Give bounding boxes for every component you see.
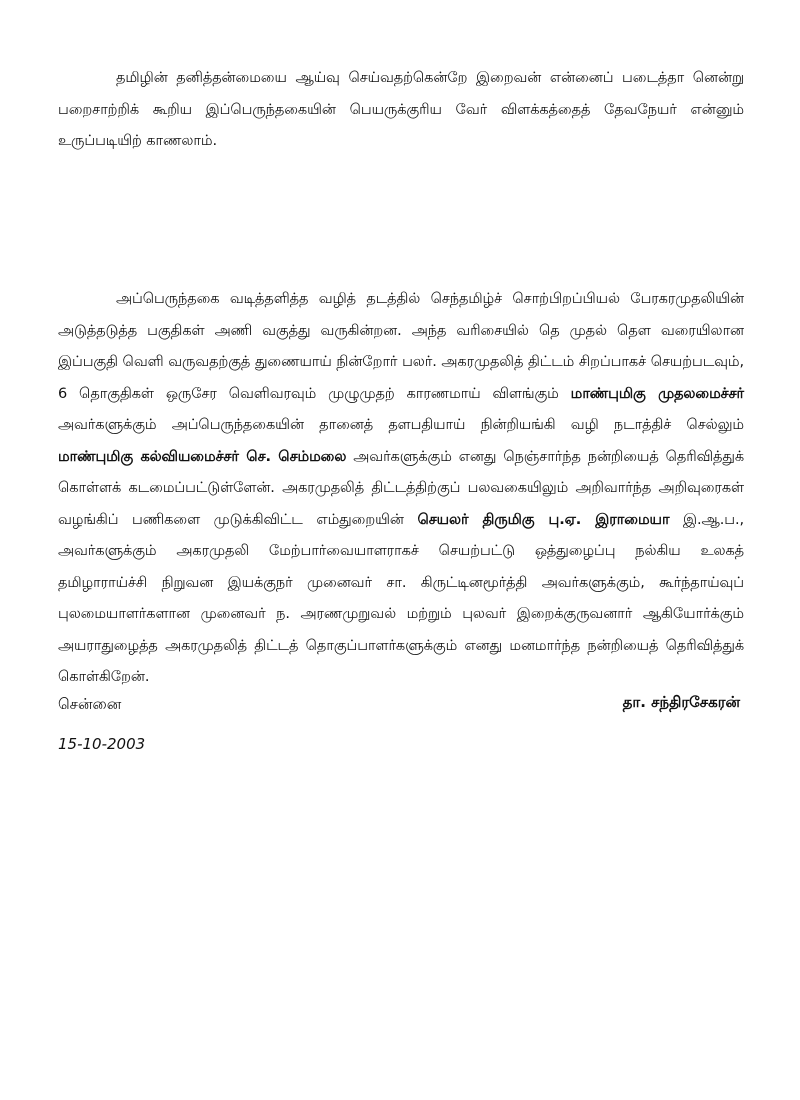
- chief-minister-title: மாண்புமிகு முதலமைச்சர்: [570, 385, 744, 402]
- signature-name: தா. சந்திரசேகரன்: [622, 693, 740, 711]
- secretary-name: செயலர் திருமிகு பு.ஏ. இராமையா: [417, 511, 670, 528]
- education-minister-name: மாண்புமிகு கல்வியமைச்சர் செ. செம்மலை: [58, 448, 347, 465]
- paragraph-origin: தமிழின் தனித்தன்மையை ஆய்வு செய்வதற்கென்றே இறைவன் என்னைப் படைத்தா னென்று பறைசாற்றிக் கூறிய இப்பெருந்தகையின் பெயருக்குரிய வேர் விளக்கத்தைத் தேவநேயர் என்னும் உருப்படியிற் காணலாம்.: [58, 70, 744, 149]
- ack-text-4: இ.ஆ.ப., அவர்களுக்கும் அகரமுதலி மேற்பார்வையாளராகச் செயற்பட்டு ஒத்துழைப்பு நல்கிய உலகத் தமிழாராய்ச்சி நிறுவன இயக்குநர் முனைவர் சா. கிருட்டினமூர்த்தி அவர்களுக்கும், கூர்ந்தாய்வுப் புலமையாளர்களான முனைவர் ந. அரணமுறுவல் மற்றும் புலவர் இறைக்குருவனார் ஆகியோர்க்கும் அயராதுழைத்த அகரமுதலித் திட்டத் தொகுப்பாளர்களுக்கும் எனது மனமார்ந்த நன்றியைத் தெரிவித்துக் கொள்கிறேன்.: [58, 511, 745, 685]
- paragraph-acknowledgements: [58, 284, 744, 694]
- ack-text-3: அவர்களுக்கும் எனது நெஞ்சார்ந்த நன்றியைத் தெரிவித்துக் கொள்ளக் கடமைப்பட்டுள்ளேன். அகரமுதலித் திட்டத்திற்குப் பலவகையிலும் அறிவார்ந்த அறிவுரைகள் வழங்கிப் பணிகளை முடுக்கிவிட்ட எம்துறையின்: [58, 448, 745, 528]
- date-label: 15-10-2003: [58, 735, 146, 753]
- ack-text-2: அவர்களுக்கும் அப்பெருந்தகையின் தானைத் தளபதியாய் நின்றியங்கி வழி நடாத்திச் செல்லும்: [58, 417, 744, 433]
- place-label: சென்னை: [58, 695, 122, 713]
- ack-text-1: அப்பெருந்தகை வடித்தளித்த வழித் தடத்தில் செந்தமிழ்ச் சொற்பிறப்பியல் பேரகரமுதலியின் அடுத்தடுத்த பகுதிகள் அணி வகுத்து வருகின்றன. அந்த வரிசையில் தெ முதல் தௌ வரையிலான இப்பகுதி வெளி வருவதற்குத் துணையாய் நின்றோர் பலர். அகரமுதலித் திட்டம் சிறப்பாகச் செயற்படவும், 6 தொகுதிகள் ஒருசேர வெளிவரவும் முழுமுதற் காரணமாய் விளங்கும்: [58, 291, 744, 402]
